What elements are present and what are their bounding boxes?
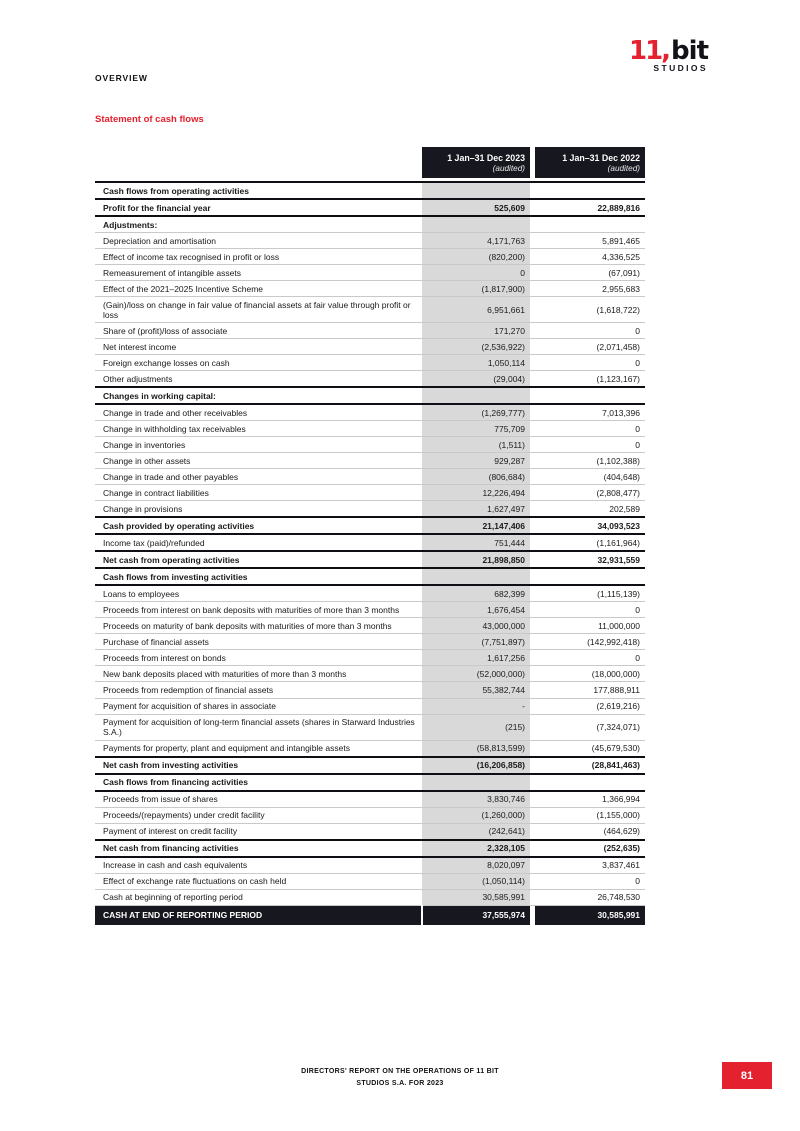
row-value-2022: (1,115,139)	[535, 585, 645, 602]
table-row	[95, 421, 645, 437]
table-row	[95, 339, 645, 355]
row-value-2023: (215)	[422, 714, 530, 740]
row-value-2023: (58,813,599)	[422, 740, 530, 757]
row-label: Changes in working capital:	[95, 387, 422, 404]
row-label: Change in trade and other receivables	[95, 404, 422, 421]
row-value-2022: (1,161,964)	[535, 534, 645, 551]
row-value-2022: 26,748,530	[535, 889, 645, 905]
row-label: Change in other assets	[95, 453, 422, 469]
row-value-2023: 1,627,497	[422, 501, 530, 518]
row-value-2022: 32,931,559	[535, 551, 645, 568]
table-row	[95, 791, 645, 808]
col-note-2023: (audited)	[492, 164, 525, 173]
row-label: Net cash from financing activities	[95, 840, 422, 857]
row-value-2023: 21,898,850	[422, 551, 530, 568]
row-label: Increase in cash and cash equivalents	[95, 857, 422, 874]
table-row	[95, 485, 645, 501]
row-value-2023: (820,200)	[422, 249, 530, 265]
row-value-2023	[422, 387, 530, 404]
row-value-2023: (1,269,777)	[422, 404, 530, 421]
table-row	[95, 469, 645, 485]
row-value-2022: 11,000,000	[535, 618, 645, 634]
row-label: Proceeds/(repayments) under credit facility	[95, 807, 422, 823]
page-title: Statement of cash flows	[95, 114, 204, 125]
table-row	[95, 666, 645, 682]
row-value-2023: (52,000,000)	[422, 666, 530, 682]
table-row	[95, 698, 645, 714]
row-value-2023: (1,050,114)	[422, 873, 530, 889]
row-label: Net cash from investing activities	[95, 757, 422, 774]
table-row	[95, 216, 645, 233]
row-value-2023: 1,617,256	[422, 650, 530, 666]
header-empty-cell	[95, 147, 422, 178]
table-row	[95, 714, 645, 740]
table-row	[95, 355, 645, 371]
row-value-2022: 0	[535, 437, 645, 453]
row-label: Proceeds from interest on bank deposits with maturities of more than 3 months	[95, 602, 422, 618]
table-row	[95, 404, 645, 421]
table-row	[95, 807, 645, 823]
table-row	[95, 517, 645, 534]
row-label: Proceeds from issue of shares	[95, 791, 422, 808]
row-value-2023: 30,585,991	[422, 889, 530, 905]
row-value-2022: 34,093,523	[535, 517, 645, 534]
row-value-2022: 1,366,994	[535, 791, 645, 808]
row-value-2022: 0	[535, 355, 645, 371]
row-value-2022: (45,679,530)	[535, 740, 645, 757]
row-label: Change in contract liabilities	[95, 485, 422, 501]
footer-line-1: DIRECTORS' REPORT ON THE OPERATIONS OF 11 BIT	[301, 1068, 499, 1075]
logo-bit-text: bit	[671, 36, 708, 66]
row-value-2022: (1,155,000)	[535, 807, 645, 823]
table-row	[95, 501, 645, 518]
row-label: Cash provided by operating activities	[95, 517, 422, 534]
row-value-2023: (806,684)	[422, 469, 530, 485]
row-label: CASH AT END OF REPORTING PERIOD	[95, 905, 422, 925]
row-value-2023: 3,830,746	[422, 791, 530, 808]
table-row	[95, 437, 645, 453]
row-label: Change in inventories	[95, 437, 422, 453]
table-row	[95, 905, 645, 925]
row-value-2023: (1,511)	[422, 437, 530, 453]
row-value-2022: (67,091)	[535, 265, 645, 281]
logo-wordmark	[626, 36, 708, 66]
row-value-2023	[422, 216, 530, 233]
row-value-2022	[535, 774, 645, 791]
row-value-2023: 8,020,097	[422, 857, 530, 874]
row-value-2022: (1,102,388)	[535, 453, 645, 469]
cash-flow-statement	[95, 147, 645, 925]
table-row	[95, 618, 645, 634]
row-value-2022: (1,123,167)	[535, 371, 645, 388]
row-value-2023: (29,004)	[422, 371, 530, 388]
row-value-2022: (464,629)	[535, 823, 645, 840]
row-label: Proceeds on maturity of bank deposits with maturities of more than 3 months	[95, 618, 422, 634]
row-value-2022: 202,589	[535, 501, 645, 518]
logo-studios-text: STUDIOS	[653, 63, 708, 74]
page-number-badge: 81	[722, 1062, 772, 1089]
cash-flow-table	[95, 181, 645, 925]
table-row	[95, 889, 645, 905]
row-label: Payment for acquisition of long-term financial assets (shares in Starward Industries S.A.)	[95, 714, 422, 740]
row-label: Purchase of financial assets	[95, 634, 422, 650]
row-label: Adjustments:	[95, 216, 422, 233]
row-value-2022: 3,837,461	[535, 857, 645, 874]
row-value-2022: 0	[535, 873, 645, 889]
table-row	[95, 281, 645, 297]
table-row	[95, 551, 645, 568]
row-value-2023: 55,382,744	[422, 682, 530, 698]
row-label: (Gain)/loss on change in fair value of financial assets at fair value through profit or loss	[95, 297, 422, 323]
row-value-2022: 2,955,683	[535, 281, 645, 297]
row-label: Remeasurement of intangible assets	[95, 265, 422, 281]
row-value-2023: 21,147,406	[422, 517, 530, 534]
row-value-2023: 1,676,454	[422, 602, 530, 618]
table-row	[95, 453, 645, 469]
table-row	[95, 323, 645, 339]
table-row	[95, 371, 645, 388]
row-value-2022: 177,888,911	[535, 682, 645, 698]
header-col-2022	[535, 147, 645, 178]
row-value-2022: (142,992,418)	[535, 634, 645, 650]
row-value-2023: (2,536,922)	[422, 339, 530, 355]
table-row	[95, 249, 645, 265]
row-value-2023: 775,709	[422, 421, 530, 437]
row-value-2022: (2,071,458)	[535, 339, 645, 355]
col-period-2022: 1 Jan–31 Dec 2022	[562, 153, 640, 163]
table-row	[95, 568, 645, 585]
row-label: Profit for the financial year	[95, 199, 422, 216]
row-value-2023: 171,270	[422, 323, 530, 339]
row-value-2022: (1,618,722)	[535, 297, 645, 323]
row-label: Cash flows from financing activities	[95, 774, 422, 791]
row-value-2022: 22,889,816	[535, 199, 645, 216]
row-value-2023: -	[422, 698, 530, 714]
row-label: Net interest income	[95, 339, 422, 355]
cash-flow-table-body	[95, 182, 645, 925]
row-value-2023: (1,260,000)	[422, 807, 530, 823]
row-label: Payment for acquisition of shares in associate	[95, 698, 422, 714]
row-label: Change in trade and other payables	[95, 469, 422, 485]
table-row	[95, 873, 645, 889]
page-footer	[0, 1066, 800, 1090]
row-label: Share of (profit)/loss of associate	[95, 323, 422, 339]
row-value-2022: 0	[535, 323, 645, 339]
row-value-2023: 929,287	[422, 453, 530, 469]
row-value-2022	[535, 182, 645, 199]
table-row	[95, 757, 645, 774]
table-row	[95, 682, 645, 698]
row-value-2022: (2,619,216)	[535, 698, 645, 714]
table-row	[95, 233, 645, 249]
cash-flow-table-head	[95, 147, 645, 178]
row-value-2023: 751,444	[422, 534, 530, 551]
table-row	[95, 602, 645, 618]
row-label: Other adjustments	[95, 371, 422, 388]
row-value-2023: 1,050,114	[422, 355, 530, 371]
row-label: Net cash from operating activities	[95, 551, 422, 568]
row-value-2022	[535, 568, 645, 585]
row-label: New bank deposits placed with maturities of more than 3 months	[95, 666, 422, 682]
row-value-2023: 0	[422, 265, 530, 281]
table-row	[95, 774, 645, 791]
row-value-2023	[422, 182, 530, 199]
row-label: Cash at beginning of reporting period	[95, 889, 422, 905]
row-value-2022: (2,808,477)	[535, 485, 645, 501]
row-value-2022: (7,324,071)	[535, 714, 645, 740]
row-value-2023: (16,206,858)	[422, 757, 530, 774]
col-note-2022: (audited)	[607, 164, 640, 173]
row-label: Cash flows from investing activities	[95, 568, 422, 585]
row-value-2022	[535, 216, 645, 233]
row-value-2023: (7,751,897)	[422, 634, 530, 650]
row-value-2022: 0	[535, 421, 645, 437]
row-label: Cash flows from operating activities	[95, 182, 422, 199]
table-row	[95, 740, 645, 757]
row-value-2023: (242,641)	[422, 823, 530, 840]
row-label: Payment of interest on credit facility	[95, 823, 422, 840]
table-row	[95, 857, 645, 874]
row-value-2023: 12,226,494	[422, 485, 530, 501]
footer-line-2: STUDIOS S.A. FOR 2023	[356, 1079, 444, 1087]
row-label: Foreign exchange losses on cash	[95, 355, 422, 371]
row-value-2022: (404,648)	[535, 469, 645, 485]
row-value-2022: 5,891,465	[535, 233, 645, 249]
row-label: Depreciation and amortisation	[95, 233, 422, 249]
row-value-2023: 525,609	[422, 199, 530, 216]
row-value-2023: 6,951,661	[422, 297, 530, 323]
row-value-2022: 7,013,396	[535, 404, 645, 421]
table-row	[95, 823, 645, 840]
row-value-2022: 4,336,525	[535, 249, 645, 265]
col-period-2023: 1 Jan–31 Dec 2023	[447, 153, 525, 163]
row-value-2022: (28,841,463)	[535, 757, 645, 774]
row-label: Change in provisions	[95, 501, 422, 518]
row-label: Proceeds from interest on bonds	[95, 650, 422, 666]
row-value-2023: 37,555,974	[422, 905, 530, 925]
row-label: Effect of the 2021–2025 Incentive Scheme	[95, 281, 422, 297]
company-logo	[626, 36, 708, 74]
header-col-2023	[422, 147, 530, 178]
table-row	[95, 387, 645, 404]
row-label: Effect of exchange rate fluctuations on cash held	[95, 873, 422, 889]
table-row	[95, 585, 645, 602]
row-value-2022: 0	[535, 602, 645, 618]
table-row	[95, 182, 645, 199]
row-label: Income tax (paid)/refunded	[95, 534, 422, 551]
row-value-2023: (1,817,900)	[422, 281, 530, 297]
row-label: Proceeds from redemption of financial assets	[95, 682, 422, 698]
table-row	[95, 297, 645, 323]
row-label: Payments for property, plant and equipment and intangible assets	[95, 740, 422, 757]
table-row	[95, 534, 645, 551]
overview-label: OVERVIEW	[95, 73, 148, 83]
row-value-2023	[422, 774, 530, 791]
row-label: Effect of income tax recognised in profit or loss	[95, 249, 422, 265]
row-value-2022: 0	[535, 650, 645, 666]
row-label: Change in withholding tax receivables	[95, 421, 422, 437]
table-row	[95, 634, 645, 650]
logo-11-mark: 11,	[628, 36, 670, 66]
table-header-row	[95, 147, 645, 178]
row-value-2023: 682,399	[422, 585, 530, 602]
table-row	[95, 650, 645, 666]
row-value-2022: (252,635)	[535, 840, 645, 857]
table-row	[95, 199, 645, 216]
row-label: Loans to employees	[95, 585, 422, 602]
row-value-2023: 2,328,105	[422, 840, 530, 857]
row-value-2022	[535, 387, 645, 404]
table-row	[95, 840, 645, 857]
row-value-2023: 4,171,763	[422, 233, 530, 249]
row-value-2022: (18,000,000)	[535, 666, 645, 682]
row-value-2022: 30,585,991	[535, 905, 645, 925]
table-row	[95, 265, 645, 281]
row-value-2023	[422, 568, 530, 585]
row-value-2023: 43,000,000	[422, 618, 530, 634]
